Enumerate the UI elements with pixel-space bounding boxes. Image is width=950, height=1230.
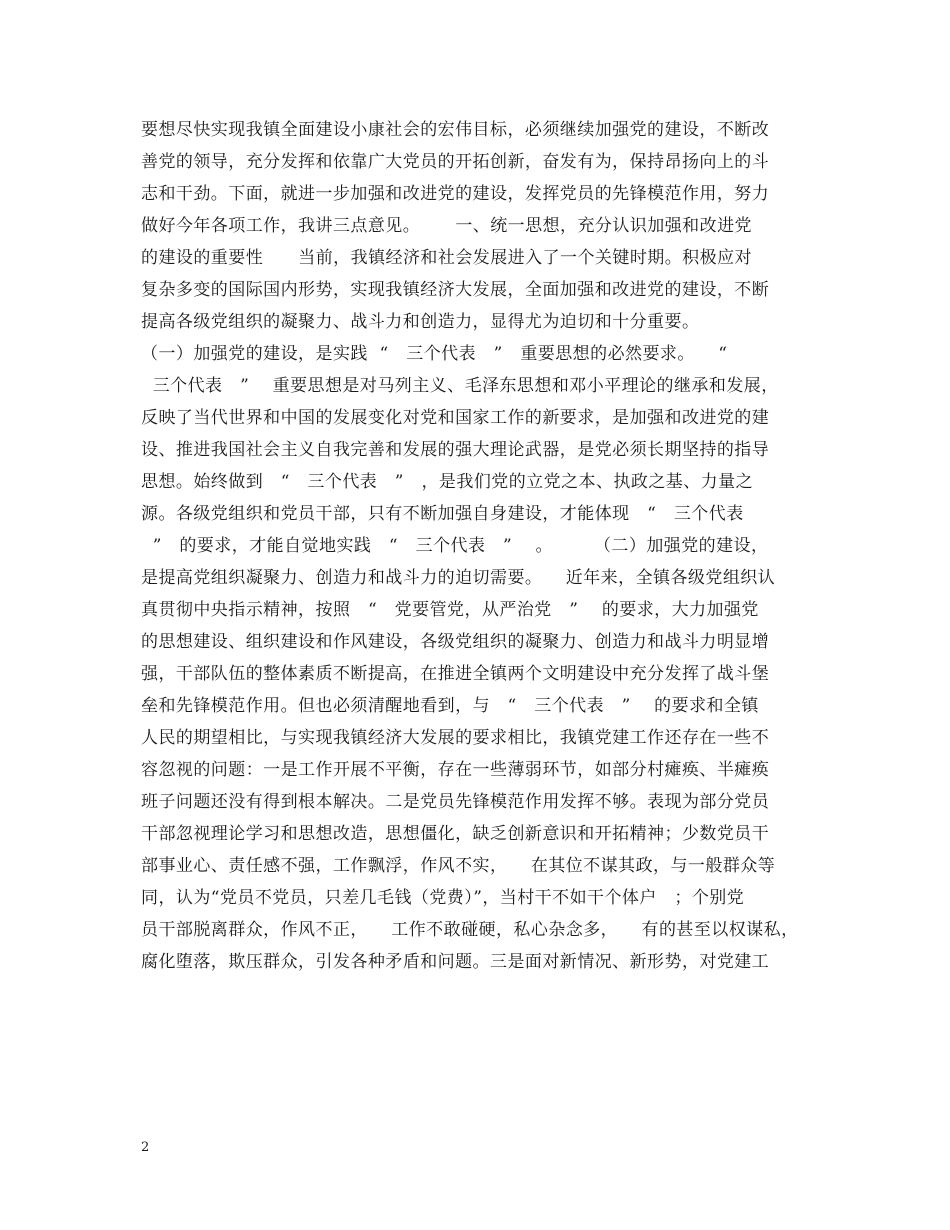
- text-line-21: 容忽视的问题：一是工作开展不平衡，存在一些薄弱环节，如部分村瘫痪、半瘫痪: [141, 760, 770, 780]
- text-line-3: 志和干劲。下面，就进一步加强和改进党的建设，发挥党员的先锋模范作用，努力: [141, 184, 770, 204]
- text-line-5: 的建设的重要性 当前，我镇经济和社会发展进入了一个关键时期。积极应对: [141, 248, 752, 268]
- body-text: [141, 114, 831, 978]
- text-line-4: 做好今年各项工作，我讲三点意见。 一、统一思想，充分认识加强和改进党: [141, 216, 752, 236]
- text-line-22: 班子问题还没有得到根本解决。二是党员先锋模范作用发挥不够。表现为部分党员: [141, 792, 770, 812]
- text-line-27: 腐化堕落，欺压群众，引发各种矛盾和问题。三是面对新情况、新形势，对党建工: [141, 952, 770, 972]
- text-line-17: 的思想建设、组织建设和作风建设，各级党组织的凝聚力、创造力和战斗力明显增: [141, 632, 770, 652]
- text-line-23: 干部忽视理论学习和思想改造，思想僵化，缺乏创新意识和开拓精神；少数党员干: [141, 824, 770, 844]
- text-line-20: 人民的期望相比，与实现我镇经济大发展的要求相比，我镇党建工作还存在一些不: [141, 728, 770, 748]
- text-line-14: ” 的要求，才能自觉地实践 “ 三个代表 ” 。 （二）加强党的建设，: [141, 536, 769, 556]
- text-line-9: 三个代表 ” 重要思想是对马列主义、毛泽东思想和邓小平理论的继承和发展，: [141, 376, 779, 396]
- text-line-2: 善党的领导，充分发挥和依靠广大党员的开拓创新，奋发有为，保持昂扬向上的斗: [141, 152, 770, 172]
- text-line-24: 部事业心、责任感不强，工作飘浮，作风不实， 在其位不谋其政，与一般群众等: [141, 856, 776, 876]
- text-line-6: 复杂多变的国际国内形势，实现我镇经济大发展，全面加强和改进党的建设，不断: [141, 280, 770, 300]
- text-line-25: 同，认为“党员不党员，只差几毛钱（党费）”，当村干不如干个体户 ；个别党: [141, 888, 745, 908]
- text-line-15: 是提高党组织凝聚力、创造力和战斗力的迫切需要。 近年来，全镇各级党组织认: [141, 568, 776, 588]
- text-line-12: 思想。始终做到 “ 三个代表 ” ，是我们党的立党之本、执政之基、力量之: [141, 472, 754, 492]
- text-line-26: 员干部脱离群众，作风不正， 工作不敢碰硬，私心杂念多， 有的甚至以权谋私，: [141, 920, 799, 940]
- text-line-11: 设、推进我国社会主义自我完善和发展的强大理论武器，是党必须长期坚持的指导: [141, 440, 770, 460]
- text-line-16: 真贯彻中央指示精神，按照 “ 党要管党，从严治党 ” 的要求，大力加强党: [141, 600, 759, 620]
- text-line-19: 垒和先锋模范作用。但也必须清醒地看到，与 “ 三个代表 ” 的要求和全镇: [141, 696, 759, 716]
- text-line-1: 要想尽快实现我镇全面建设小康社会的宏伟目标，必须继续加强党的建设，不断改: [141, 120, 770, 140]
- text-line-18: 强，干部队伍的整体素质不断提高，在推进全镇两个文明建设中充分发挥了战斗堡: [141, 664, 770, 684]
- text-line-13: 源。各级党组织和党员干部，只有不断加强自身建设，才能体现 “ 三个代表: [141, 504, 744, 524]
- text-line-10: 反映了当代世界和中国的发展变化对党和国家工作的新要求，是加强和改进党的建: [141, 408, 770, 428]
- text-line-7: 提高各级党组织的凝聚力、战斗力和创造力，显得尤为迫切和十分重要。: [141, 312, 700, 332]
- text-line-8: （一）加强党的建设，是实践 “ 三个代表 ” 重要思想的必然要求。 “: [141, 344, 728, 364]
- page-number: 2: [141, 1140, 150, 1155]
